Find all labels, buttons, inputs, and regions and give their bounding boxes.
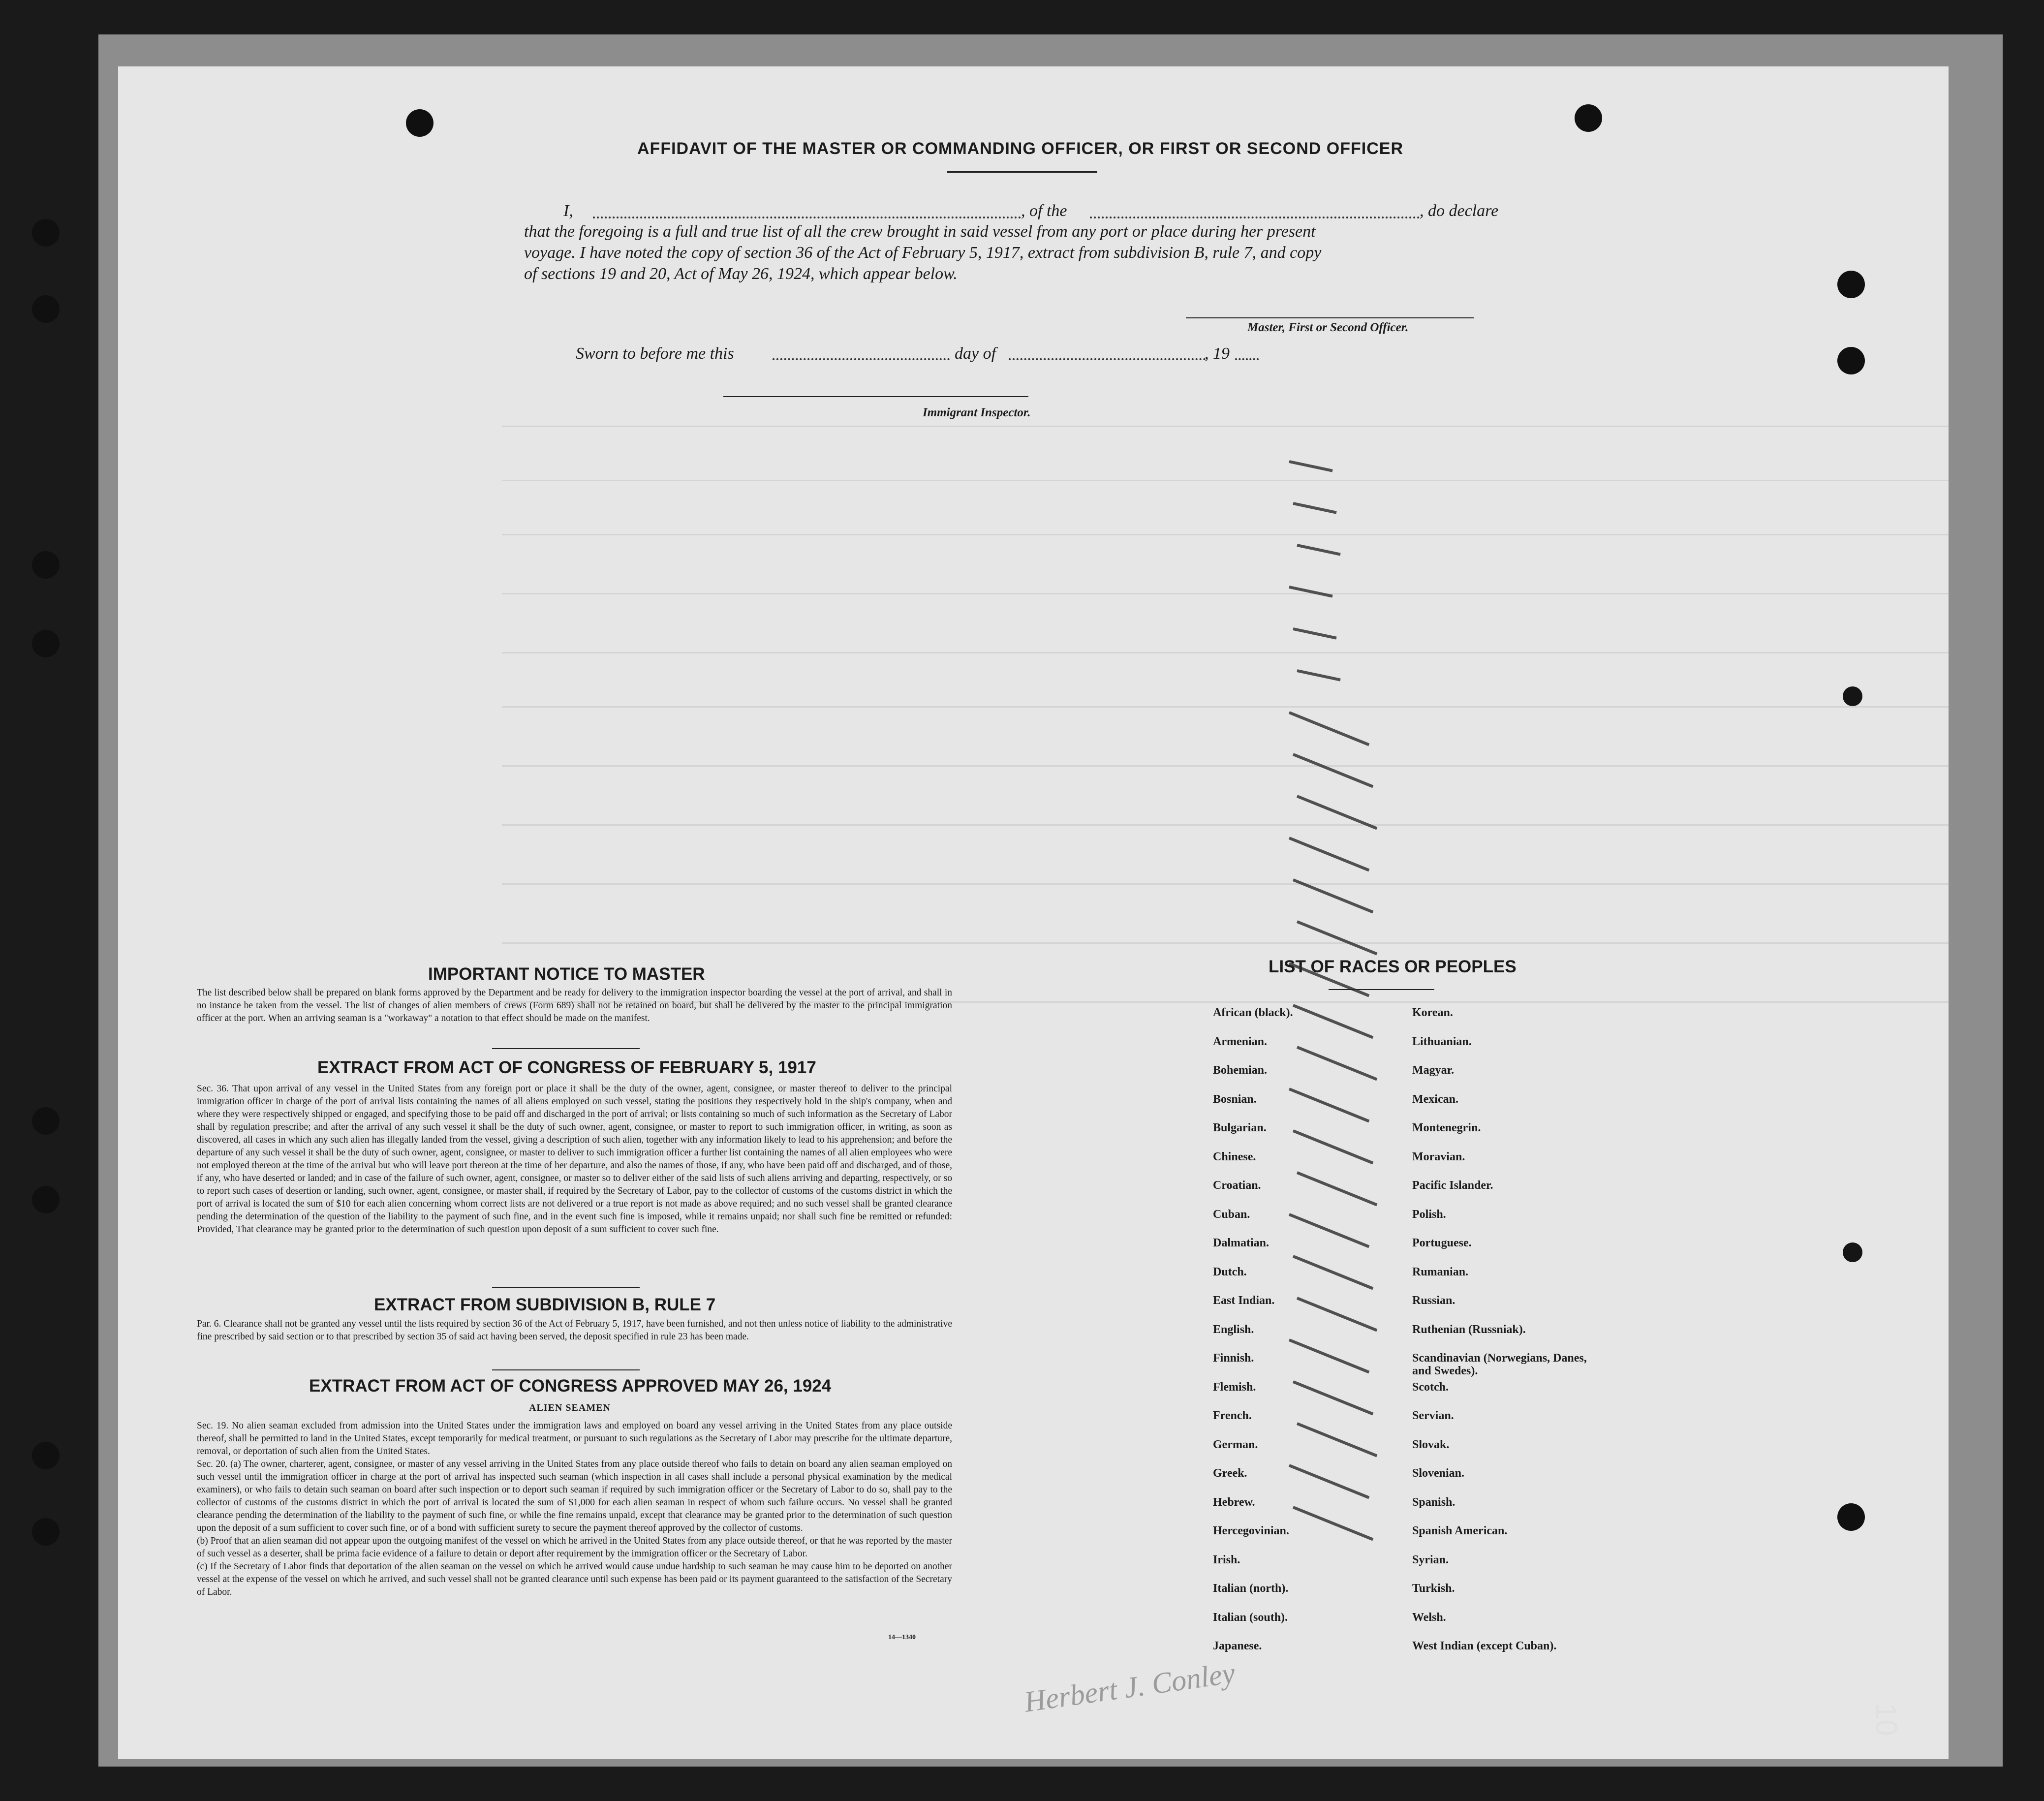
sworn-label: Sworn to before me this [576,344,734,363]
race-item: Irish. [1213,1553,1240,1566]
race-item: Montenegrin. [1412,1121,1481,1134]
vessel-name-field[interactable] [1090,217,1420,218]
bleed-through-row [502,765,1953,767]
race-item: Dutch. [1213,1265,1247,1278]
affidavit-line4: of sections 19 and 20, Act of May 26, 1924, which appear below. [524,265,958,283]
race-item: Portuguese. [1412,1237,1472,1249]
handwritten-signature: Herbert J. Conley [1022,1656,1237,1718]
alien-seamen-subheading: ALIEN SEAMEN [529,1402,611,1413]
affidavit-of-the: , of the [1021,202,1067,220]
sworn-date-field[interactable] [773,358,950,360]
race-item: Cuban. [1213,1208,1250,1221]
race-item: Bosnian. [1213,1092,1257,1106]
punch-hole [1575,104,1602,132]
race-item: Chinese. [1213,1150,1256,1163]
race-item: Turkish. [1412,1582,1455,1595]
divider [492,1369,640,1370]
form-number: 14—1340 [888,1634,916,1641]
punch-hole [1837,271,1865,298]
punch-hole [32,219,60,247]
race-item: Greek. [1213,1467,1247,1480]
race-item: Korean. [1412,1006,1453,1019]
affidavit-declare: , do declare [1420,202,1499,220]
race-item: Hercegovinian. [1213,1524,1289,1537]
race-item: Japanese. [1213,1640,1262,1652]
bleed-through-row [502,534,1953,535]
race-item: Mexican. [1412,1092,1458,1106]
race-item: Slovenian. [1412,1467,1465,1480]
race-item: Flemish. [1213,1380,1256,1394]
race-item: African (black). [1213,1006,1293,1019]
punch-hole [406,109,434,137]
bleed-through-row [502,480,1953,481]
extract-1924-heading: EXTRACT FROM ACT OF CONGRESS APPROVED MAY 26, 1924 [309,1376,832,1396]
race-item: Armenian. [1213,1035,1267,1048]
race-item: Finnish. [1213,1352,1254,1365]
bleed-through-row [502,593,1953,594]
year-prefix: , 19 [1205,344,1230,363]
punch-hole [1837,347,1865,374]
section-36-text: Sec. 36. That upon arrival of any vessel in the United States from any foreign port or place it shall be the duty of the owner, agent, consignee, or master thereof to deliver to the principal immigration officer in charge of the port of arrival lists containing the names of all aliens employed on such vessel, stating the positions they respectively hold in the ship's company, when and where they were respectively shipped or engaged, and specifying those to be paid off and discharged in the port of arrival; or lists containing so much of such information as the Secretary of Labor shall by regulation prescribe; and after the arrival of any such vessel it shall be the duty of such owner, agent, consignee, or master to report to such immigration officer, in writing, as soon as discovered, all cases in which any such alien has illegally landed from the vessel, giving a description of such alien, together with any information likely to lead to his apprehension; and before the departure of any such vessel it shall be the duty of such owner, agent, consignee, or master to deliver to such immigration officer a further list containing the names of all alien employees who were not employed thereon at the time of the arrival but who will leave port thereon at the time of her departure, and also the names of those, if any, who have been paid off and discharged, and of those, if any, who have deserted or landed; and in case of the failure of such owner, agent, consignee, or master so to deliver either of the said lists of such aliens arriving and departing, respectively, or so to report such cases of desertion or landing, such owner, agent, consignee, or master shall, if required by the Secretary of Labor, pay to the collector of customs of the customs district in which the port of arrival is located the sum of $10 for each alien concerning whom correct lists are not delivered or a true report is not made as above required; and no such vessel shall be granted clearance pending the determination of the question of the liability to the payment of such fine, and in the event such fine is imposed, while it remains unpaid; nor shall such fine be remitted or refunded: Provided, That clearance may be granted prior to the determination of such question upon deposit of a sum sufficient to cover such fine. [197,1084,952,1235]
races-heading: LIST OF RACES OR PEOPLES [1269,957,1517,976]
bleed-through-row [502,706,1953,708]
affidavit-line3: voyage. I have noted the copy of section 36 of the Act of February 5, 1917, extract from subdivision B, rule 7, and copy [524,244,1322,262]
race-item: German. [1213,1438,1258,1451]
inspector-label: Immigrant Inspector. [923,406,1031,419]
punch-hole [32,1186,60,1213]
race-item: Magyar. [1412,1064,1455,1077]
bleed-through-row [502,426,1953,427]
notice-heading: IMPORTANT NOTICE TO MASTER [428,964,705,984]
race-item: East Indian. [1213,1294,1275,1307]
day-of-label: day of [955,344,996,363]
punch-hole [1837,1503,1865,1531]
race-item: Dalmatian. [1213,1237,1269,1249]
frame-number: 10 [1869,1703,1903,1736]
race-item: Syrian. [1412,1553,1449,1566]
punch-hole [32,1107,60,1135]
punch-hole [1843,686,1862,706]
race-item: Pacific Islander. [1412,1179,1493,1192]
race-item: Moravian. [1412,1150,1465,1163]
bleed-through-row [502,824,1953,826]
sworn-month-field[interactable] [1009,358,1206,360]
notice-text: The list described below shall be prepared on blank forms approved by the Department and be ready for delivery to the immigration inspector boarding the vessel at the port of arrival, and shall in no instance be taken from the vessel. The list of changes of alien members of crews (Form 689) shall not be retained on board, but shall be delivered by the master to the principal immigration officer at the port. When an arriving seaman is a "workaway" a notation to that effect should be made on the manifest. [197,988,952,1024]
punch-hole [1843,1242,1862,1262]
race-item: Russian. [1412,1294,1456,1307]
race-item: English. [1213,1323,1254,1336]
sec-19-20-text: Sec. 19. No alien seaman excluded from admission into the United States under the immigration laws and employed on board any vessel arriving in the United States from any place outside thereof, shall be permitted to land in the United States, except temporarily for medical treatment, or pursuant to such regulations as the Secretary of Labor may prescribe for the ultimate departure, removal, or deportation of such alien from the United States. Sec. 20. (a) The owner, charterer, agent, consignee, or master of any vessel arriving in the United States from any place outside thereof who fails to detain on board any alien seaman employed on such vessel until the immigration officer in charge at the port of arrival has inspected such seaman (which inspection in all cases shall include a personal physical examination by the medical examiners), or who fails to detain such seaman on board after such inspection or to deport such seaman if required by such immigration officer or the Secretary of Labor to do so, shall pay to the collector of customs of the customs district in which the port of arrival is located the sum of $1,000 for each alien seaman in respect of whom such failure occurs. No vessel shall be granted clearance pending the determination of the liability to the payment of such fine, or while the fine remains unpaid, except that clearance may be granted prior to the determination of such question upon the deposit of a sum sufficient to cover such fine, or of a bond with sufficient surety to secure the payment thereof approved by the collector of customs. (b) Proof that an alien seaman did not appear upon the outgoing manifest of the vessel on which he arrived in the United States from any place outside thereof, or that he was reported by the master of such vessel as a deserter, shall be prima facie evidence of a failure to detain or deport after requirement by the immigration officer or the Secretary of Labor. (c) If the Secretary of Labor finds that deportation of the alien seaman on the vessel on which he arrived would cause undue hardship to such seaman he may cause him to be deported on another vessel at the expense of the vessel on which he arrived, and such vessel shall not be granted clearance until such expense has been paid or its payment guaranteed to the satisfaction of the Secretary of Labor. [197,1421,952,1597]
divider [492,1048,640,1049]
race-item: Spanish. [1412,1495,1456,1509]
title-underline [947,171,1097,173]
sworn-year-field[interactable] [1235,358,1259,360]
race-item: Croatian. [1213,1179,1261,1192]
race-item: French. [1213,1409,1252,1422]
affidavit-title: AFFIDAVIT OF THE MASTER OR COMMANDING OFFICER, OR FIRST OR SECOND OFFICER [637,139,1403,158]
race-item: Ruthenian (Russniak). [1412,1323,1526,1336]
officer-name-field[interactable] [593,217,1021,218]
race-item: Slovak. [1412,1438,1450,1451]
race-item: Italian (south). [1213,1611,1288,1624]
race-item: West Indian (except Cuban). [1412,1640,1557,1652]
race-item: Rumanian. [1412,1265,1469,1278]
race-item: Scandinavian (Norwegians, Danes, and Swedes). [1412,1352,1587,1377]
punch-hole [32,1518,60,1546]
race-item: Bohemian. [1213,1064,1268,1077]
master-label: Master, First or Second Officer. [1247,321,1409,334]
punch-hole [32,551,60,579]
race-item: Polish. [1412,1208,1446,1221]
bleed-through-row [502,883,1953,885]
affidavit-i: I, [563,202,573,220]
bleed-through-row [502,652,1953,653]
divider [492,1287,640,1288]
race-item: Italian (north). [1213,1582,1289,1595]
race-item: Bulgarian. [1213,1121,1267,1134]
extract-1917-heading: EXTRACT FROM ACT OF CONGRESS OF FEBRUARY 5, 1917 [317,1058,816,1077]
races-underline [1329,989,1434,990]
rule7-text: Par. 6. Clearance shall not be granted any vessel until the lists required by section 36 of the Act of February 5, 1917, have been furnished, and not then unless notice of liability to the administrative fine prescribed by said section or to that prescribed by section 35 of said act having been served, the deposit specified in rule 23 has been made. [197,1319,952,1342]
race-item: Scotch. [1412,1380,1449,1394]
rule7-heading: EXTRACT FROM SUBDIVISION B, RULE 7 [374,1295,716,1314]
punch-hole [32,630,60,657]
race-item: Welsh. [1412,1611,1446,1624]
bleed-through-row [502,942,1953,944]
affidavit-line2: that the foregoing is a full and true list of all the crew brought in said vessel from any port or place during her present [524,222,1316,241]
race-item: Servian. [1412,1409,1454,1422]
master-signature-line[interactable] [1186,317,1474,318]
race-item: Spanish American. [1412,1524,1508,1537]
inspector-signature-line[interactable] [723,396,1028,397]
race-item: Hebrew. [1213,1495,1255,1509]
punch-hole [32,295,60,323]
punch-hole [32,1442,60,1469]
race-item: Lithuanian. [1412,1035,1472,1048]
